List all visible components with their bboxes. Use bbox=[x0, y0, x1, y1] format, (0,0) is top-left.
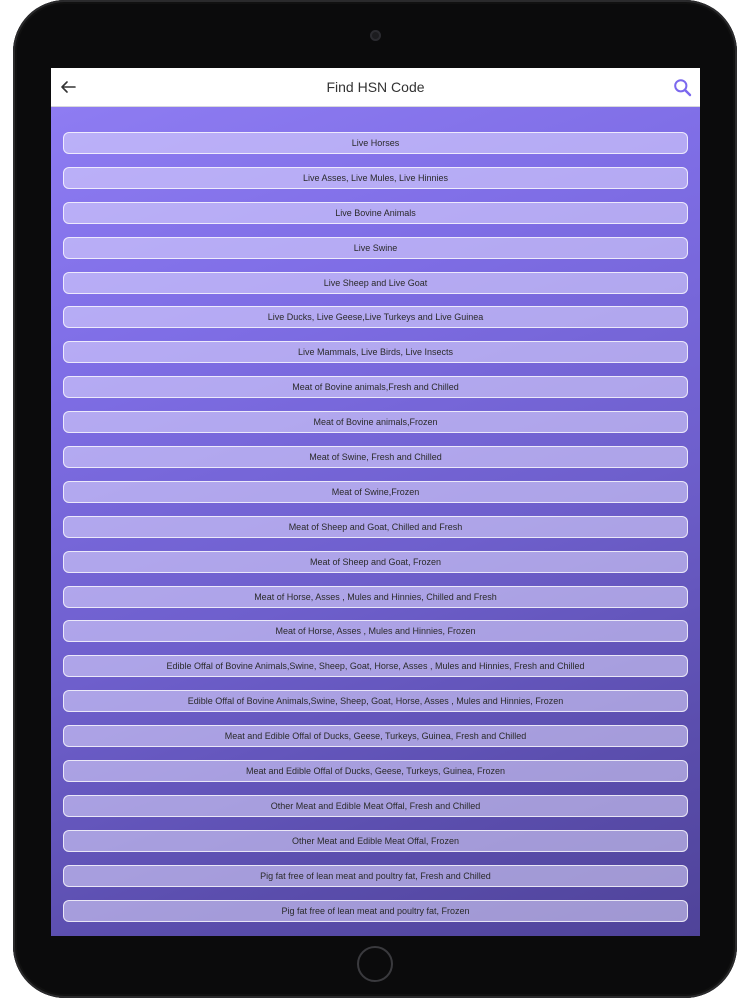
list-item-label: Pig fat free of lean meat and poultry fat, Fresh and Chilled bbox=[260, 870, 491, 881]
list-item[interactable] bbox=[63, 376, 688, 398]
page-title: Find HSN Code bbox=[326, 79, 425, 95]
list-item[interactable] bbox=[63, 237, 688, 259]
list-item-label: Live Sheep and Live Goat bbox=[323, 277, 428, 288]
list-item[interactable] bbox=[63, 411, 688, 433]
list-item[interactable] bbox=[63, 481, 688, 503]
list-item-label: Live Mammals, Live Birds, Live Insects bbox=[297, 347, 454, 358]
list-item[interactable] bbox=[63, 725, 688, 747]
navigation-bar bbox=[51, 68, 700, 107]
home-button[interactable] bbox=[357, 946, 393, 982]
list-item[interactable] bbox=[63, 132, 688, 154]
list-item[interactable] bbox=[63, 586, 688, 608]
list-item[interactable] bbox=[63, 760, 688, 782]
search-icon[interactable] bbox=[673, 78, 692, 97]
list-item-label: Edible Offal of Bovine Animals,Swine, Sheep, Goat, Horse, Asses , Mules and Hinnies, Fresh and Chilled bbox=[166, 661, 585, 672]
list-item[interactable] bbox=[63, 167, 688, 189]
list-item-label: Live Bovine Animals bbox=[335, 207, 416, 218]
list-item-label: Meat of Sheep and Goat, Frozen bbox=[309, 556, 442, 567]
list-item-label: Meat of Sheep and Goat, Chilled and Fresh bbox=[288, 521, 463, 532]
list-item[interactable] bbox=[63, 202, 688, 224]
tablet-frame bbox=[13, 0, 737, 998]
list-item-label: Meat of Swine, Fresh and Chilled bbox=[309, 452, 442, 463]
list-item-label: Meat of Bovine animals,Fresh and Chilled bbox=[292, 382, 459, 393]
list-item-label: Other Meat and Edible Meat Offal, Fresh and Chilled bbox=[270, 800, 481, 811]
list-item[interactable] bbox=[63, 551, 688, 573]
list-item-label: Edible Offal of Bovine Animals,Swine, Sheep, Goat, Horse, Asses , Mules and Hinnies, Frozen bbox=[187, 696, 564, 707]
list-item-label: Meat and Edible Offal of Ducks, Geese, Turkeys, Guinea, Fresh and Chilled bbox=[224, 731, 527, 742]
list-item-label: Meat of Horse, Asses , Mules and Hinnies, Frozen bbox=[275, 626, 476, 637]
list-item-label: Other Meat and Edible Meat Offal, Frozen bbox=[292, 835, 459, 846]
list-item-label: Live Ducks, Live Geese,Live Turkeys and Live Guinea bbox=[267, 312, 484, 323]
list-item[interactable] bbox=[63, 516, 688, 538]
list-item-label: Meat of Swine,Frozen bbox=[331, 486, 420, 497]
hsn-category-list bbox=[63, 132, 688, 934]
list-item-label: Meat and Edible Offal of Ducks, Geese, Turkeys, Guinea, Frozen bbox=[246, 766, 505, 777]
list-item[interactable] bbox=[63, 341, 688, 363]
list-item-label: Pig fat free of lean meat and poultry fat, Frozen bbox=[281, 905, 470, 916]
list-item-label: Live Asses, Live Mules, Live Hinnies bbox=[302, 172, 449, 183]
list-item[interactable] bbox=[63, 830, 688, 852]
list-item[interactable] bbox=[63, 865, 688, 887]
app-screen bbox=[51, 68, 700, 936]
hsn-category-list-area bbox=[51, 107, 700, 936]
list-item[interactable] bbox=[63, 306, 688, 328]
list-item-label: Live Swine bbox=[353, 242, 398, 253]
list-item[interactable] bbox=[63, 690, 688, 712]
list-item[interactable] bbox=[63, 620, 688, 642]
list-item[interactable] bbox=[63, 446, 688, 468]
list-item[interactable] bbox=[63, 272, 688, 294]
list-item-label: Meat of Horse, Asses , Mules and Hinnies, Chilled and Fresh bbox=[254, 591, 497, 602]
list-item-label: Live Horses bbox=[351, 138, 400, 148]
front-camera bbox=[370, 30, 381, 41]
list-item-label: Meat of Bovine animals,Frozen bbox=[313, 417, 438, 428]
list-item[interactable] bbox=[63, 655, 688, 677]
list-item[interactable] bbox=[63, 900, 688, 922]
list-item[interactable] bbox=[63, 795, 688, 817]
